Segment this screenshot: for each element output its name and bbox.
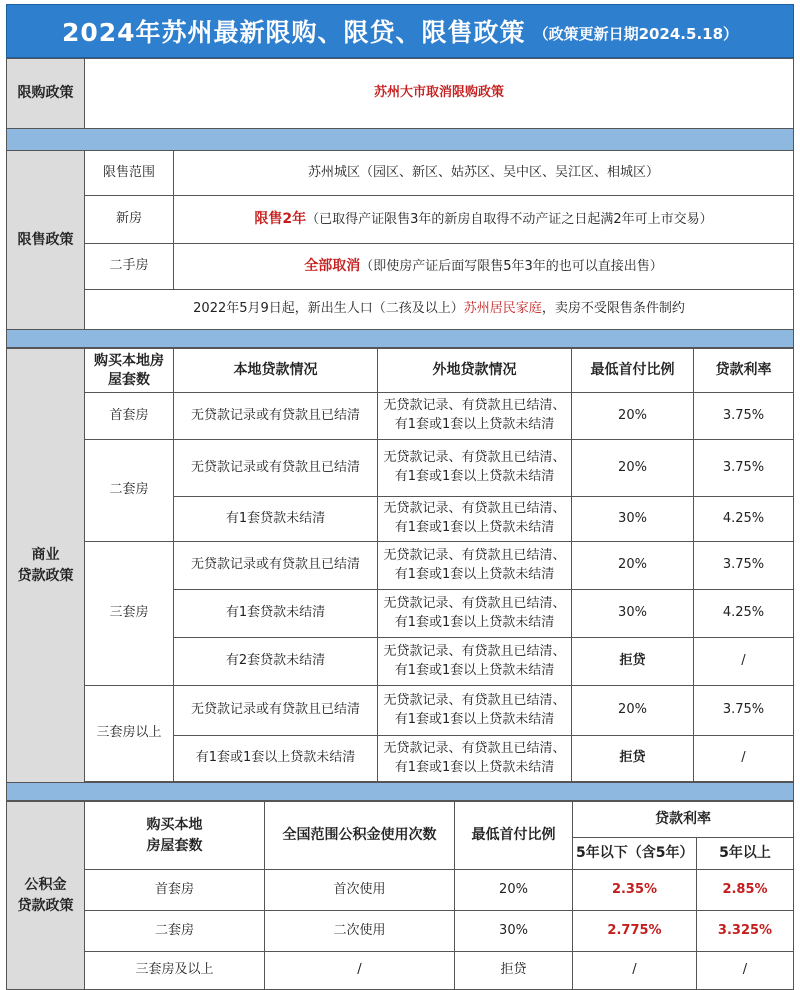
nonlocal-line2: 有1套或1套以上贷款未结清 [394,520,555,535]
nonlocal-line2: 有1套或1套以上贷款未结清 [394,469,555,484]
header-local-loan: 本地贷款情况 [174,349,378,393]
down-payment-cell: 拒贷 [572,638,694,686]
down-payment-cell: 20% [572,440,694,497]
group-more-than-three: 三套房以上 [85,686,174,782]
title-main: 2024年苏州最新限购、限贷、限售政策 [61,18,526,47]
header-nonlocal-loan: 外地贷款情况 [378,349,572,393]
fund-rate-under-5-cell: 2.775% [573,911,697,952]
sale-policy-label: 限售政策 [7,151,85,330]
nonlocal-loan-cell [378,440,572,497]
sale-scope-text: 苏州城区（园区、新区、姑苏区、吴中区、吴江区、相城区） [174,151,794,196]
fund-down-payment-cell: 20% [455,870,573,911]
fund-header-interest-rate: 贷款利率 [573,802,794,838]
down-payment-cell: 30% [572,590,694,638]
group-first-house: 首套房 [85,393,174,440]
title-banner [6,4,794,58]
interest-rate-cell: 3.75% [694,542,794,590]
nonlocal-line1: 无贷款记录、有贷款且已结清、 [383,740,566,756]
header-down-payment: 最低首付比例 [572,349,694,393]
nonlocal-loan-cell [378,736,572,782]
nonlocal-line2: 有1套或1套以上贷款未结清 [394,711,555,727]
housing-fund-table [6,801,794,990]
local-loan-cell: 有1套或1套以上贷款未结清 [174,736,378,782]
local-loan-cell: 有1套贷款未结清 [174,497,378,542]
local-loan-cell: 有2套贷款未结清 [174,638,378,686]
fund-rate-over-5-cell: 3.325% [697,911,794,952]
down-payment-cell: 拒贷 [572,736,694,782]
interest-rate-cell: / [694,736,794,782]
purchase-policy-label: 限购政策 [7,59,85,129]
sale-note-highlight: 苏州居民家庭 [463,301,542,317]
fund-header-count-line2: 房屋套数 [146,837,203,854]
group-third-house: 三套房 [85,542,174,686]
fund-header-over-5-years: 5年以上 [697,838,794,870]
commercial-label-line2: 贷款政策 [17,567,74,584]
fund-count-cell: 二套房 [85,911,265,952]
sale-new-house-text [174,196,794,244]
sale-new-house-highlight: 限售2年 [254,211,307,228]
sale-note [85,290,794,330]
header-interest-rate: 贷款利率 [694,349,794,393]
nonlocal-loan-cell [378,590,572,638]
interest-rate-cell: 4.25% [694,497,794,542]
header-house-count: 购买本地房屋套数 [85,349,174,393]
fund-header-under-5-years: 5年以下（含5年） [573,838,697,870]
interest-rate-cell: / [694,638,794,686]
local-loan-cell: 无贷款记录或有贷款且已结清 [174,542,378,590]
fund-usage-cell: 首次使用 [265,870,455,911]
sale-new-house-label: 新房 [85,196,174,244]
nonlocal-line2: 有1套或1套以上贷款未结清 [394,417,555,432]
down-payment-cell: 20% [572,393,694,440]
nonlocal-line1: 无贷款记录、有贷款且已结清、 [383,692,566,708]
nonlocal-line1: 无贷款记录、有贷款且已结清、 [383,547,566,563]
sale-scope-label: 限售范围 [85,151,174,196]
fund-label-line1: 公积金 [24,877,67,894]
fund-rate-under-5-cell: / [573,952,697,990]
section-separator [7,330,794,348]
nonlocal-line1: 无贷款记录、有贷款且已结清、 [383,450,566,466]
sale-new-house-detail: （已取得产证限售3年的新房自取得不动产证之日起满2年可上市交易） [306,212,713,228]
nonlocal-loan-cell [378,686,572,736]
fund-rate-over-5-cell: 2.85% [697,870,794,911]
fund-rate-under-5-cell: 2.35% [573,870,697,911]
fund-header-usage: 全国范围公积金使用次数 [265,802,455,870]
section-separator [7,129,794,151]
local-loan-cell: 有1套贷款未结清 [174,590,378,638]
fund-header-down-payment: 最低首付比例 [455,802,573,870]
commercial-loan-label [7,349,85,783]
sale-note-post: ，卖房不受限售条件制约 [541,301,685,317]
sale-resale-label: 二手房 [85,244,174,290]
nonlocal-loan-cell [378,497,572,542]
nonlocal-line1: 无贷款记录、有贷款且已结清、 [383,501,566,517]
down-payment-cell: 30% [572,497,694,542]
fund-header-count-line1: 购买本地 [146,817,203,834]
nonlocal-loan-cell [378,638,572,686]
nonlocal-line2: 有1套或1套以上贷款未结清 [394,614,555,630]
nonlocal-loan-cell [378,542,572,590]
nonlocal-line1: 无贷款记录、有贷款且已结清、 [383,595,566,611]
interest-rate-cell: 3.75% [694,440,794,497]
fund-header-house-count [85,802,265,870]
nonlocal-line2: 有1套或1套以上贷款未结清 [394,662,555,678]
fund-rate-over-5-cell: / [697,952,794,990]
fund-loan-label [7,802,85,990]
nonlocal-line2: 有1套或1套以上贷款未结清 [394,759,555,775]
local-loan-cell: 无贷款记录或有贷款且已结清 [174,393,378,440]
nonlocal-line1: 无贷款记录、有贷款且已结清、 [383,643,566,659]
commercial-label-line1: 商业 [31,547,60,564]
fund-count-cell: 首套房 [85,870,265,911]
nonlocal-line2: 有1套或1套以上贷款未结清 [394,566,555,582]
down-payment-cell: 20% [572,686,694,736]
sale-resale-detail: （即使房产证后面写限售5年3年的也可以直接出售） [360,259,663,275]
fund-count-cell: 三套房及以上 [85,952,265,990]
fund-usage-cell: 二次使用 [265,911,455,952]
sale-note-pre: 2022年5月9日起，新出生人口（二孩及以上） [193,301,464,317]
group-second-house: 二套房 [85,440,174,542]
fund-down-payment-cell: 拒贷 [455,952,573,990]
nonlocal-line1: 无贷款记录、有贷款且已结清、 [383,398,566,414]
down-payment-cell: 20% [572,542,694,590]
purchase-policy-text: 苏州大市取消限购政策 [85,59,794,129]
interest-rate-cell: 3.75% [694,393,794,440]
interest-rate-cell: 4.25% [694,590,794,638]
section-separator [7,783,794,801]
nonlocal-loan-cell [378,393,572,440]
purchase-sale-table [6,58,794,348]
fund-down-payment-cell: 30% [455,911,573,952]
fund-usage-cell: / [265,952,455,990]
fund-label-line2: 贷款政策 [17,897,74,914]
local-loan-cell: 无贷款记录或有贷款且已结清 [174,686,378,736]
sale-resale-highlight: 全部取消 [304,258,361,275]
commercial-loan-table [6,348,794,801]
local-loan-cell: 无贷款记录或有贷款且已结清 [174,440,378,497]
interest-rate-cell: 3.75% [694,686,794,736]
sale-resale-text [174,244,794,290]
title-update-date: （政策更新日期2024.5.18） [533,24,739,43]
